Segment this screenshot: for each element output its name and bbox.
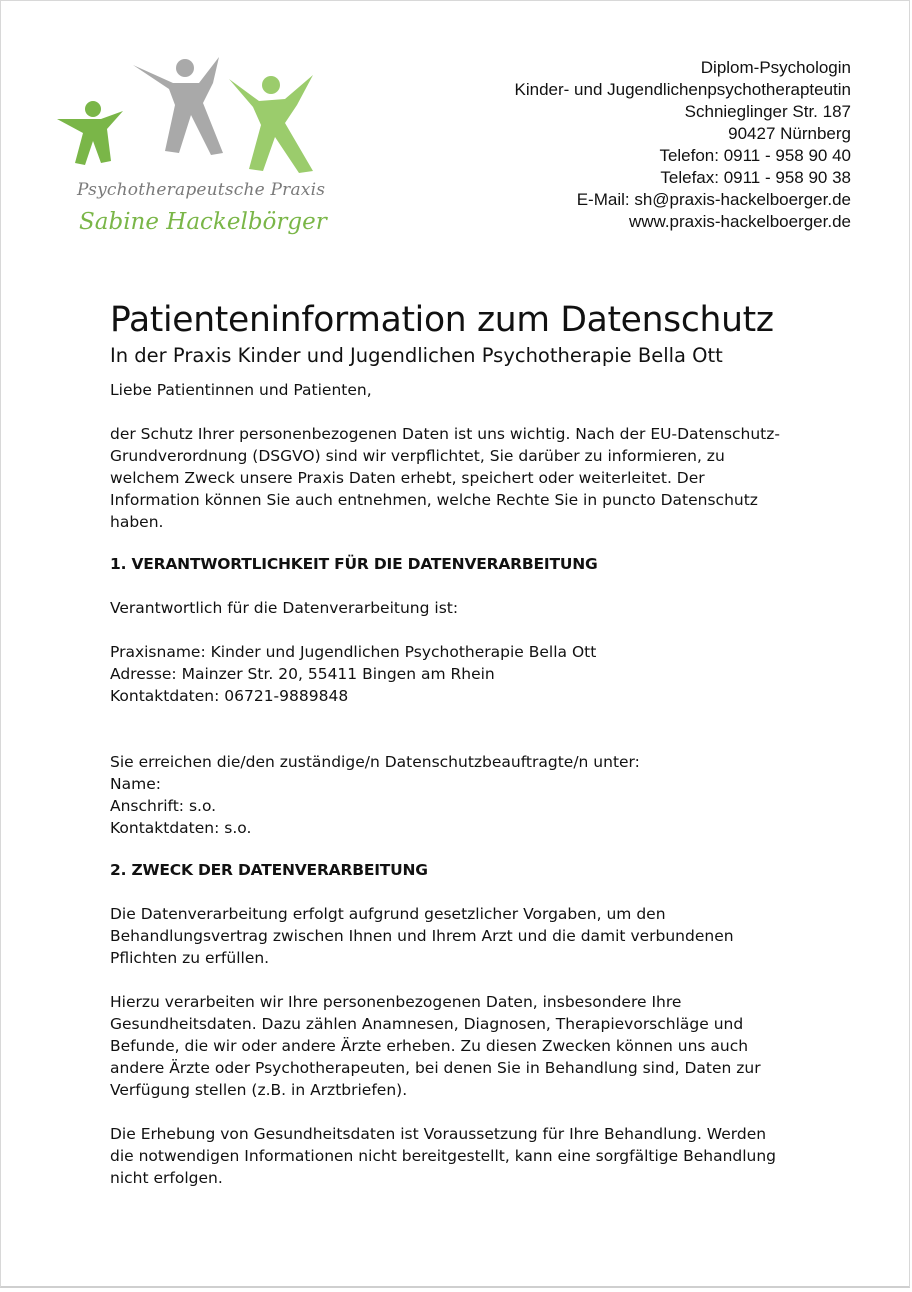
figures-logo-icon <box>53 53 323 183</box>
text-line: Befunde, die wir oder andere Ärzte erheben. Zu diesen Zwecken können uns auch <box>110 1037 749 1055</box>
section2-paragraph-1 <box>110 903 830 969</box>
text-line: welchem Zweck unsere Praxis Daten erhebt, speichert oder weiterleitet. Der <box>110 469 705 487</box>
text-line: Gesundheitsdaten. Dazu zählen Anamnesen, Diagnosen, Therapievorschläge und <box>110 1015 744 1033</box>
section2-paragraph-2 <box>110 991 830 1101</box>
text-line: Adresse: Mainzer Str. 20, 55411 Bingen am Rhein <box>110 665 495 683</box>
text-line: Grundverordnung (DSGVO) sind wir verpflichtet, Sie darüber zu informieren, zu <box>110 447 725 465</box>
text-line: Praxisname: Kinder und Jugendlichen Psychotherapie Bella Ott <box>110 643 597 661</box>
email-line: E-Mail: sh@praxis-hackelboerger.de <box>576 190 851 209</box>
address-line: Schnieglinger Str. 187 <box>684 102 851 121</box>
text-line: Verfügung stellen (z.B. in Arztbriefen). <box>110 1081 408 1099</box>
address-line: Diplom-Psychologin <box>700 58 851 77</box>
address-line: Telefon: 0911 - 958 90 40 <box>659 146 851 165</box>
green-figure-icon <box>57 101 123 165</box>
text-line: Die Datenverarbeitung erfolgt aufgrund gesetzlicher Vorgaben, um den <box>110 905 666 923</box>
text-line: Die Erhebung von Gesundheitsdaten ist Voraussetzung für Ihre Behandlung. Werden <box>110 1125 767 1143</box>
logo-practice-name: Sabine Hackelbörger <box>79 209 327 235</box>
text-line: Sie erreichen die/den zuständige/n Datenschutzbeauftragte/n unter: <box>110 753 640 771</box>
website-line: www.praxis-hackelboerger.de <box>628 212 851 231</box>
text-line: der Schutz Ihrer personenbezogenen Daten ist uns wichtig. Nach der EU-Datenschutz- <box>110 425 780 443</box>
text-line: Information können Sie auch entnehmen, welche Rechte Sie in puncto Datenschutz <box>110 491 758 509</box>
section1-lead: Verantwortlich für die Datenverarbeitung ist: <box>110 599 459 617</box>
dpo-details <box>110 751 830 839</box>
section-heading-1: 1. VERANTWORTLICHKEIT FÜR DIE DATENVERARBEITUNG <box>110 555 598 573</box>
text-line: Behandlungsvertrag zwischen Ihnen und Ihrem Arzt und die damit verbundenen <box>110 927 734 945</box>
text-line: Hierzu verarbeiten wir Ihre personenbezogenen Daten, insbesondere Ihre <box>110 993 682 1011</box>
address-line: Kinder- und Jugendlichenpsychotherapteutin <box>514 80 851 99</box>
address-block <box>515 57 851 233</box>
section2-paragraph-3 <box>110 1123 830 1189</box>
text-line: haben. <box>110 513 164 531</box>
text-line: Anschrift: s.o. <box>110 797 217 815</box>
text-line: Pflichten zu erfüllen. <box>110 949 270 967</box>
light-green-figure-icon <box>229 75 313 173</box>
greeting: Liebe Patientinnen und Patienten, <box>110 381 372 399</box>
logo-subtitle: Psychotherapeutsche Praxis <box>77 180 326 200</box>
intro-paragraph <box>110 423 830 533</box>
document-title: Patienteninformation zum Datenschutz <box>110 300 774 340</box>
text-line: Kontaktdaten: s.o. <box>110 819 252 837</box>
section-heading-2: 2. ZWECK DER DATENVERARBEITUNG <box>110 861 428 879</box>
document-body <box>110 297 830 1189</box>
controller-details <box>110 641 830 707</box>
practice-logo <box>53 53 327 253</box>
address-line: Telefax: 0911 - 958 90 38 <box>660 168 851 187</box>
text-line: Name: <box>110 775 161 793</box>
gray-figure-icon <box>133 57 223 155</box>
text-line: Kontaktdaten: 06721-9889848 <box>110 687 349 705</box>
text-line: andere Ärzte oder Psychotherapeuten, bei denen Sie in Behandlung sind, Daten zur <box>110 1059 761 1077</box>
text-line: die notwendigen Informationen nicht bereitgestellt, kann eine sorgfältige Behandlung <box>110 1147 777 1165</box>
document-subtitle: In der Praxis Kinder und Jugendlichen Psychotherapie Bella Ott <box>110 344 723 367</box>
text-line: nicht erfolgen. <box>110 1169 223 1187</box>
address-line: 90427 Nürnberg <box>728 124 851 143</box>
